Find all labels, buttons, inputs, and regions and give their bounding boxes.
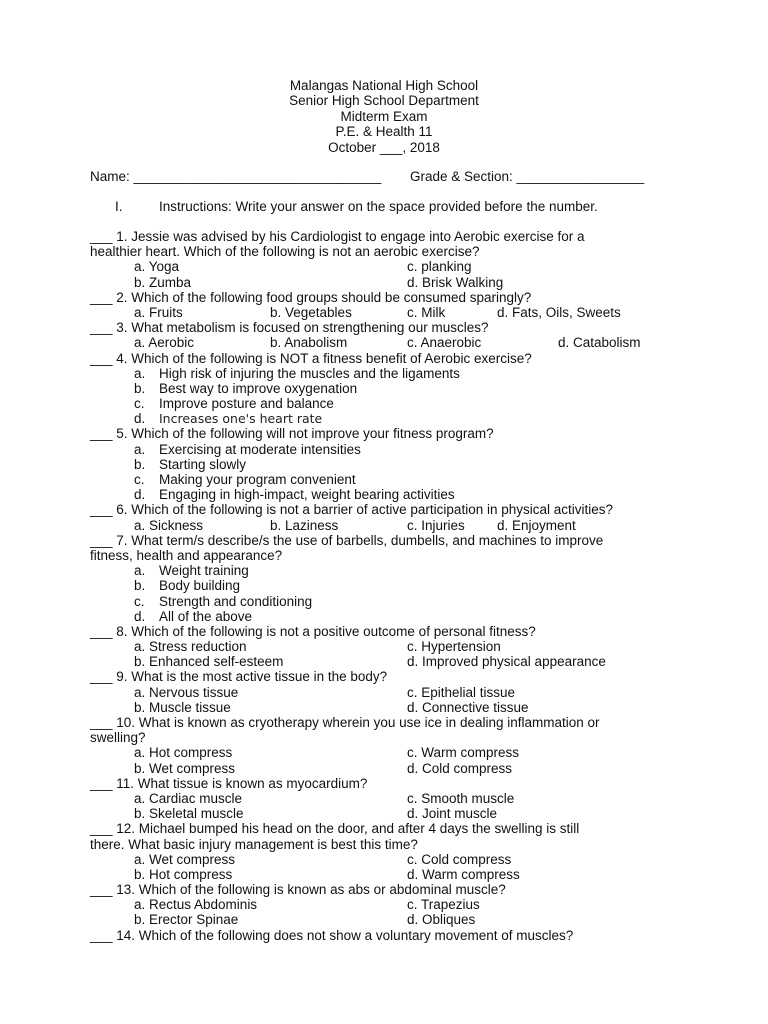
option-row [90, 791, 690, 806]
option-choice: d. Cold compress [407, 760, 513, 776]
option-choice: b. Vegetables [270, 304, 352, 320]
option-choice: a. Stress reduction [134, 639, 247, 655]
option-choice: d. Joint muscle [407, 806, 498, 822]
option-row [90, 259, 690, 274]
instruction-number: I. [115, 199, 123, 214]
option-choice: d. Warm compress [407, 866, 520, 882]
option-row [90, 700, 690, 715]
option-row [90, 411, 690, 426]
option-choice: c. Trapezius [407, 897, 480, 913]
option-row [90, 897, 690, 912]
option-letter: c. [134, 593, 145, 609]
option-choice: Strength and conditioning [159, 593, 313, 609]
question-text: swelling? [90, 730, 146, 746]
option-choice: Increases one's heart rate [159, 411, 323, 427]
option-choice: a. Sickness [134, 517, 204, 533]
option-row [90, 442, 690, 457]
option-choice: d. Enjoyment [497, 517, 576, 533]
option-letter: a. [134, 441, 146, 457]
option-row [90, 396, 690, 411]
question-text: ___ 7. What term/s describe/s the use of barbells, dumbells, and machines to improve [90, 532, 604, 548]
option-choice: b. Laziness [270, 517, 339, 533]
option-choice: b. Hot compress [134, 866, 233, 882]
option-row [90, 685, 690, 700]
option-choice: d. Connective tissue [407, 699, 529, 715]
option-choice: Best way to improve oxygenation [159, 380, 358, 396]
option-row [90, 867, 690, 882]
option-choice: c. Anaerobic [407, 335, 482, 351]
option-row [90, 745, 690, 760]
option-choice: a. Nervous tissue [134, 684, 239, 700]
option-row [90, 305, 690, 320]
option-row [90, 654, 690, 669]
option-row [90, 594, 690, 609]
option-choice: b. Wet compress [134, 760, 236, 776]
option-choice: a. Wet compress [134, 851, 236, 867]
question-text: ___ 12. Michael bumped his head on the door, and after 4 days the swelling is still [90, 821, 580, 837]
option-row [90, 275, 690, 290]
option-choice: Exercising at moderate intensities [159, 441, 361, 457]
question-text: there. What basic injury management is best this time? [90, 836, 418, 852]
option-choice: High risk of injuring the muscles and the ligaments [159, 365, 460, 381]
option-choice: a. Fruits [134, 304, 183, 320]
option-letter: d. [134, 487, 146, 503]
option-choice: d. Obliques [407, 912, 476, 928]
option-row [90, 639, 690, 654]
option-choice: b. Zumba [134, 274, 192, 290]
option-letter: c. [134, 472, 145, 487]
option-row [90, 335, 690, 350]
question-text: ___ 8. Which of the following is not a positive outcome of personal fitness? [90, 623, 536, 639]
question-list [90, 229, 690, 943]
option-choice: b. Skeletal muscle [134, 806, 244, 822]
option-row [90, 852, 690, 867]
option-choice: Weight training [159, 563, 249, 579]
option-letter: b. [134, 456, 146, 472]
option-choice: d. Improved physical appearance [407, 654, 606, 670]
grade-section-label: Grade & Section: _________________ [410, 169, 645, 184]
option-choice: c. Warm compress [407, 745, 520, 761]
option-row [90, 563, 690, 578]
option-choice: a. Aerobic [134, 335, 195, 351]
option-choice: All of the above [159, 608, 253, 624]
option-row [90, 912, 690, 927]
question-text: ___ 5. Which of the following will not improve your fitness program? [90, 426, 494, 442]
option-row [90, 472, 690, 487]
option-choice: a. Hot compress [134, 745, 233, 761]
instruction-text: Instructions: Write your answer on the space provided before the number. [159, 199, 598, 214]
option-choice: d. Catabolism [558, 335, 641, 351]
question-text: ___ 10. What is known as cryotherapy wherein you use ice in dealing inflammation or [90, 715, 600, 730]
option-choice: Body building [159, 578, 241, 594]
option-letter: a. [134, 563, 146, 579]
option-choice: Improve posture and balance [159, 396, 334, 412]
option-row [90, 806, 690, 821]
option-row [90, 457, 690, 472]
school-name: Malangas National High School [289, 78, 479, 93]
option-choice: c. Injuries [407, 517, 465, 533]
option-choice: c. Smooth muscle [407, 790, 515, 806]
option-choice: b. Muscle tissue [134, 699, 231, 715]
option-choice: a. Cardiac muscle [134, 790, 243, 806]
question-text: ___ 13. Which of the following is known as abs or abdominal muscle? [90, 882, 506, 898]
option-letter: d. [134, 608, 146, 624]
question-text: ___ 14. Which of the following does not show a voluntary movement of muscles? [90, 927, 574, 943]
option-letter: c. [134, 396, 145, 412]
option-choice: b. Erector Spinae [134, 912, 239, 928]
exam-header [0, 78, 768, 155]
option-choice: b. Enhanced self-esteem [134, 654, 284, 670]
option-choice: a. Yoga [134, 259, 180, 275]
exam-title: Midterm Exam [340, 108, 428, 124]
question-text: fitness, health and appearance? [90, 547, 283, 563]
option-choice: b. Anabolism [270, 335, 348, 351]
option-choice: d. Brisk Walking [407, 274, 504, 290]
option-choice: c. Cold compress [407, 851, 512, 867]
option-row [90, 518, 690, 533]
subject-name: P.E. & Health 11 [335, 124, 433, 140]
option-choice: Engaging in high-impact, weight bearing activities [159, 487, 455, 503]
option-letter: b. [134, 380, 146, 396]
option-choice: a. Rectus Abdominis [134, 897, 258, 913]
option-choice: c. Epithelial tissue [407, 684, 516, 700]
option-choice: Starting slowly [159, 456, 247, 472]
option-row [90, 487, 690, 502]
name-label: Name: _________________________________ [90, 169, 382, 184]
option-letter: d. [134, 411, 146, 427]
option-choice: c. Hypertension [407, 639, 501, 655]
option-row [90, 761, 690, 776]
option-choice: c. planking [407, 259, 472, 275]
question-text: healthier heart. Which of the following is not an aerobic exercise? [90, 244, 480, 260]
option-row [90, 609, 690, 624]
exam-date: October ___, 2018 [328, 139, 440, 155]
name-grade-line [90, 169, 680, 184]
question-text: ___ 2. Which of the following food groups should be consumed sparingly? [90, 289, 532, 305]
question-text: ___ 11. What tissue is known as myocardium? [90, 775, 368, 791]
question-text: ___ 4. Which of the following is NOT a fitness benefit of Aerobic exercise? [90, 350, 532, 366]
question-text: ___ 3. What metabolism is focused on strengthening our muscles? [90, 320, 489, 336]
option-choice: d. Fats, Oils, Sweets [497, 304, 621, 320]
option-letter: b. [134, 578, 146, 594]
question-text: ___ 6. Which of the following is not a barrier of active participation in physical activities? [90, 502, 614, 518]
option-letter: a. [134, 365, 146, 381]
question-text: ___ 1. Jessie was advised by his Cardiologist to engage into Aerobic exercise for a [90, 229, 585, 244]
question-text: ___ 9. What is the most active tissue in the body? [90, 669, 388, 685]
option-row [90, 366, 690, 381]
option-row [90, 578, 690, 593]
option-row [90, 381, 690, 396]
option-choice: c. Milk [407, 304, 446, 320]
option-choice: Making your program convenient [159, 472, 356, 487]
department-name: Senior High School Department [289, 93, 479, 109]
